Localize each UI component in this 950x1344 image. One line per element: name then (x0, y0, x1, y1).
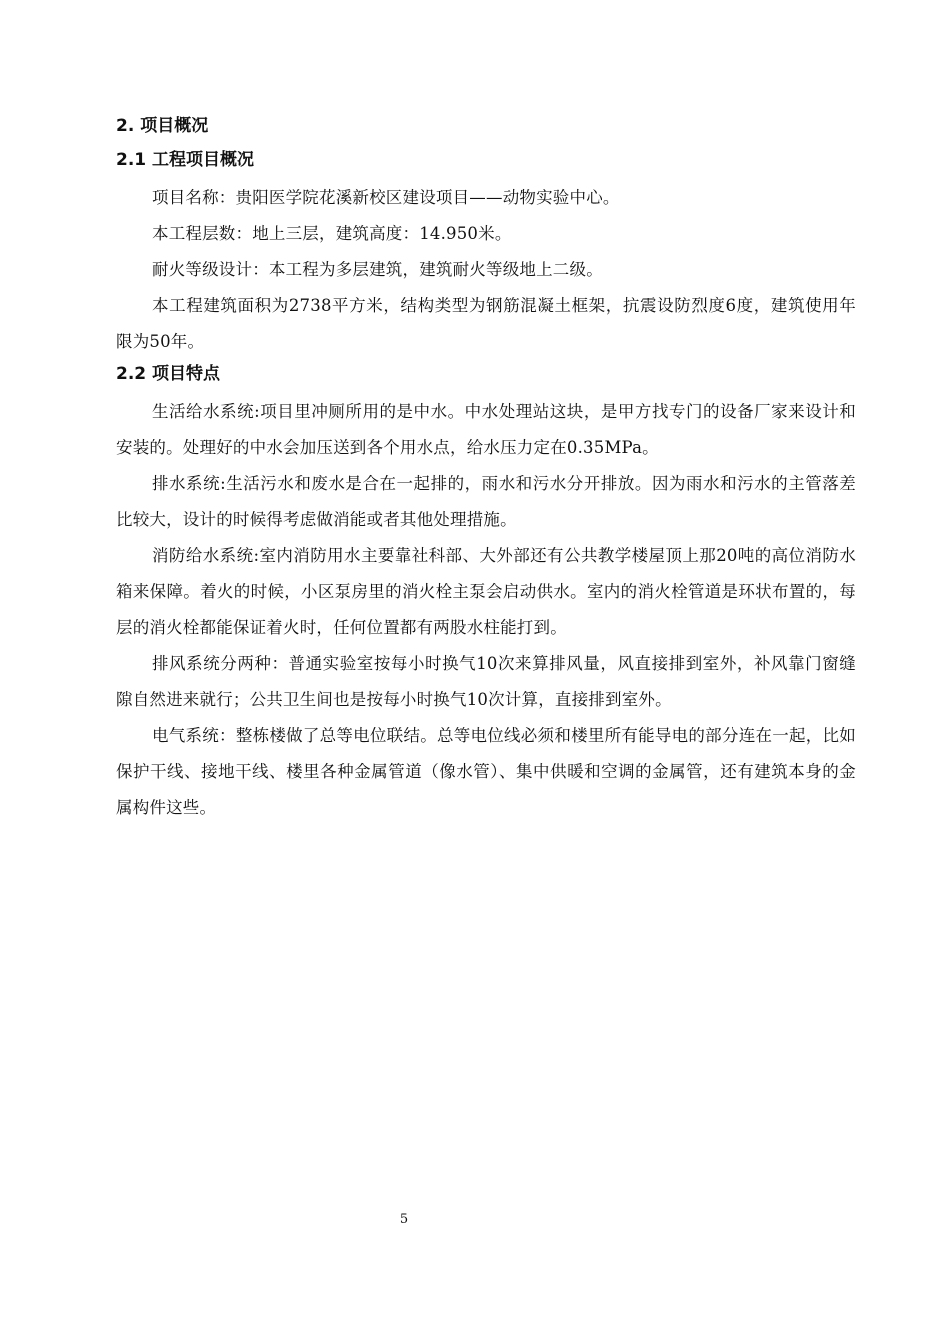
section-heading: 2. 项目概况 (116, 116, 209, 136)
paragraph-fire-water: 消防给水系统:室内消防用水主要靠社科部、大外部还有公共教学楼屋顶上那20吨的高位消防水箱来保障。着火的时候，小区泵房里的消火栓主泵会启动供水。室内的消火栓管道是环状布置的，每层的消火栓都能保证着火时，任何位置都有两股水柱能打到。 (116, 546, 856, 637)
page-number: 5 (399, 1212, 409, 1227)
paragraph-project-name: 项目名称：贵阳医学院花溪新校区建设项目——动物实验中心。 (152, 188, 620, 207)
paragraph-floors: 本工程层数：地上三层，建筑高度：14.950米。 (152, 224, 512, 243)
paragraph-electrical: 电气系统：整栋楼做了总等电位联结。总等电位线必须和楼里所有能导电的部分连在一起，比如保护干线、接地干线、楼里各种金属管道（像水管）、集中供暖和空调的金属管，还有建筑本身的金属构件这些。 (116, 726, 856, 817)
paragraph-area: 本工程建筑面积为2738平方米，结构类型为钢筋混凝土框架，抗震设防烈度6度，建筑使用年限为50年。 (116, 296, 856, 351)
paragraph-fire-rating: 耐火等级设计：本工程为多层建筑，建筑耐火等级地上二级。 (152, 260, 603, 279)
paragraph-water-supply: 生活给水系统:项目里冲厕所用的是中水。中水处理站这块，是甲方找专门的设备厂家来设计和安装的。处理好的中水会加压送到各个用水点，给水压力定在0.35MPa。 (116, 402, 856, 457)
subsection-heading-overview: 2.1 工程项目概况 (116, 150, 255, 170)
subsection-heading-features: 2.2 项目特点 (116, 364, 221, 384)
paragraph-drainage: 排水系统:生活污水和废水是合在一起排的，雨水和污水分开排放。因为雨水和污水的主管落差比较大，设计的时候得考虑做消能或者其他处理措施。 (116, 474, 856, 529)
page-content (116, 112, 856, 826)
paragraph-ventilation: 排风系统分两种：普通实验室按每小时换气10次来算排风量，风直接排到室外，补风靠门窗缝隙自然进来就行；公共卫生间也是按每小时换气10次计算，直接排到室外。 (116, 654, 856, 709)
